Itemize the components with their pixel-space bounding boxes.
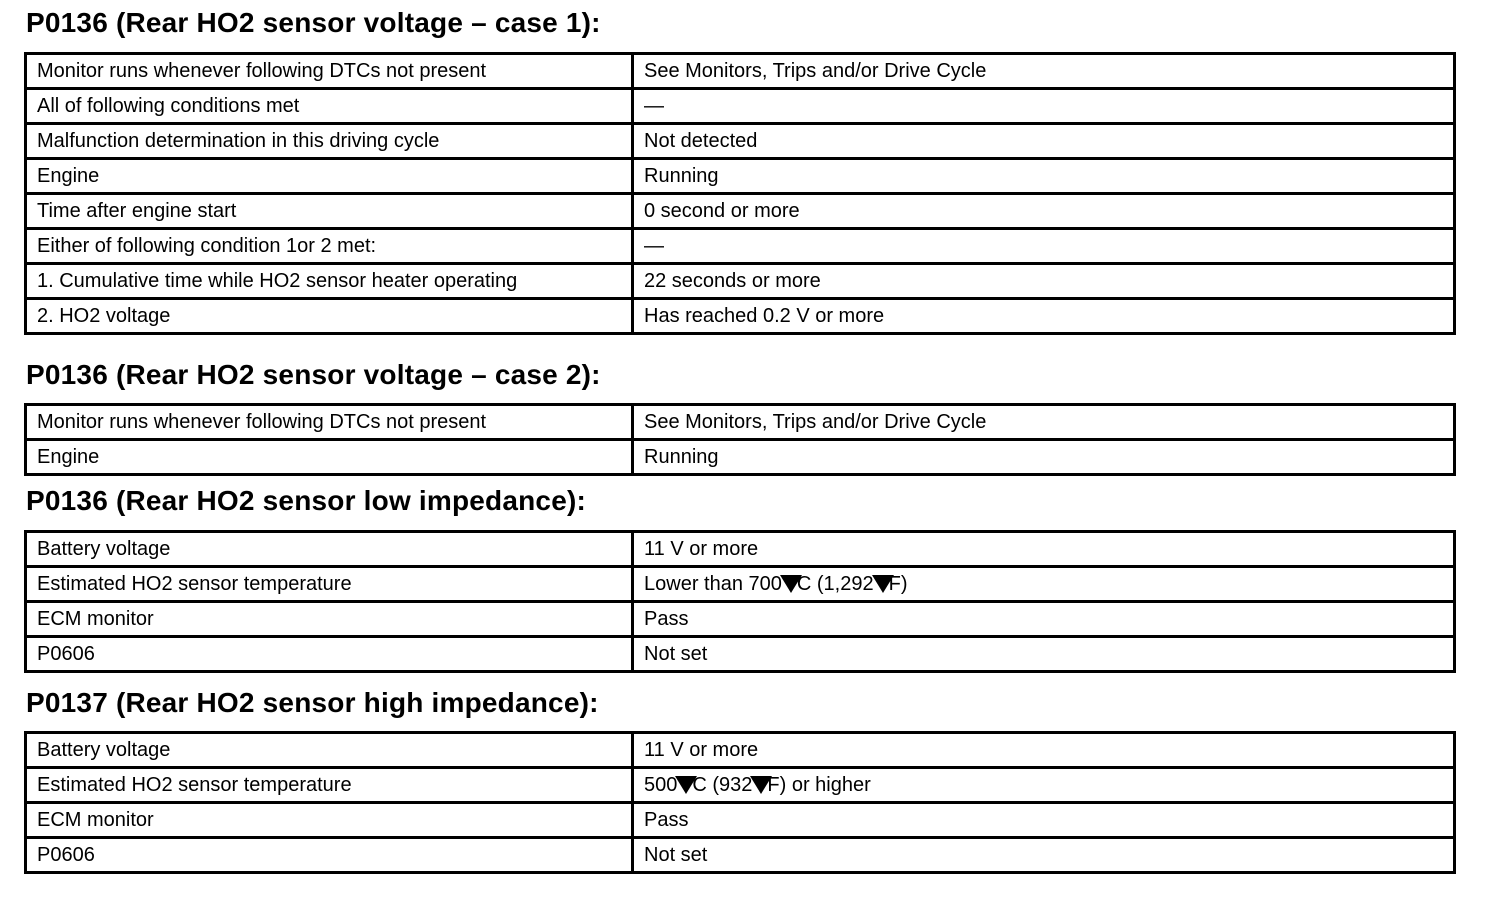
- temp-text: Lower than 700: [644, 573, 782, 595]
- table-row: [26, 440, 1455, 475]
- condition-label: Estimated HO2 sensor temperature: [26, 768, 633, 803]
- condition-label: P0606: [26, 838, 633, 873]
- condition-value: Running: [633, 159, 1455, 194]
- condition-value: Pass: [633, 803, 1455, 838]
- table-row: [26, 159, 1455, 194]
- section-title-high-impedance: P0137 (Rear HO2 sensor high impedance):: [26, 687, 599, 718]
- table-row: [26, 264, 1455, 299]
- table-row: [26, 194, 1455, 229]
- condition-value: Not set: [633, 838, 1455, 873]
- condition-value: Pass: [633, 602, 1455, 637]
- condition-value: 11 V or more: [633, 733, 1455, 768]
- table-row: [26, 299, 1455, 334]
- condition-value: —: [633, 89, 1455, 124]
- temp-text: C (932: [692, 774, 753, 796]
- condition-label: Monitor runs whenever following DTCs not present: [26, 405, 633, 440]
- section-title-low-impedance: P0136 (Rear HO2 sensor low impedance):: [26, 485, 587, 516]
- table-row: [26, 567, 1455, 602]
- condition-label: 2. HO2 voltage: [26, 299, 633, 334]
- table-row: [26, 733, 1455, 768]
- condition-value: Not set: [633, 637, 1455, 672]
- table-row: [26, 229, 1455, 264]
- table-row: [26, 532, 1455, 567]
- condition-value: —: [633, 229, 1455, 264]
- spec-table-low-impedance: [24, 530, 1456, 673]
- condition-value: Not detected: [633, 124, 1455, 159]
- section-title-case-1: P0136 (Rear HO2 sensor voltage – case 1):: [26, 7, 601, 38]
- section-title-case-2: P0136 (Rear HO2 sensor voltage – case 2):: [26, 359, 601, 390]
- temp-text: 500: [644, 774, 678, 796]
- condition-label: Either of following condition 1or 2 met:: [26, 229, 633, 264]
- table-row: [26, 54, 1455, 89]
- condition-value: 11 V or more: [633, 532, 1455, 567]
- table-row: [26, 405, 1455, 440]
- condition-label: 1. Cumulative time while HO2 sensor heater operating: [26, 264, 633, 299]
- table-row: [26, 124, 1455, 159]
- condition-label: Monitor runs whenever following DTCs not present: [26, 54, 633, 89]
- condition-label: Battery voltage: [26, 532, 633, 567]
- temp-text: F) or higher: [767, 774, 871, 796]
- spec-table-high-impedance: [24, 731, 1456, 874]
- table-row: [26, 602, 1455, 637]
- condition-value: 0 second or more: [633, 194, 1455, 229]
- condition-value: Has reached 0.2 V or more: [633, 299, 1455, 334]
- temp-text: F): [888, 573, 908, 595]
- condition-value: [633, 567, 1455, 602]
- condition-label: Time after engine start: [26, 194, 633, 229]
- table-row: [26, 768, 1455, 803]
- condition-label: ECM monitor: [26, 602, 633, 637]
- condition-label: Engine: [26, 440, 633, 475]
- temp-text: C (1,292: [796, 573, 874, 595]
- condition-label: All of following conditions met: [26, 89, 633, 124]
- table-row: [26, 89, 1455, 124]
- condition-label: ECM monitor: [26, 803, 633, 838]
- table-row: [26, 803, 1455, 838]
- condition-value: See Monitors, Trips and/or Drive Cycle: [633, 54, 1455, 89]
- condition-value: 22 seconds or more: [633, 264, 1455, 299]
- condition-value: See Monitors, Trips and/or Drive Cycle: [633, 405, 1455, 440]
- spec-table-case-2: [24, 403, 1456, 476]
- condition-value: Running: [633, 440, 1455, 475]
- condition-label: Battery voltage: [26, 733, 633, 768]
- condition-label: Estimated HO2 sensor temperature: [26, 567, 633, 602]
- table-row: [26, 637, 1455, 672]
- condition-label: P0606: [26, 637, 633, 672]
- condition-label: Malfunction determination in this driving cycle: [26, 124, 633, 159]
- table-row: [26, 838, 1455, 873]
- spec-table-case-1: [24, 52, 1456, 335]
- condition-label: Engine: [26, 159, 633, 194]
- condition-value: [633, 768, 1455, 803]
